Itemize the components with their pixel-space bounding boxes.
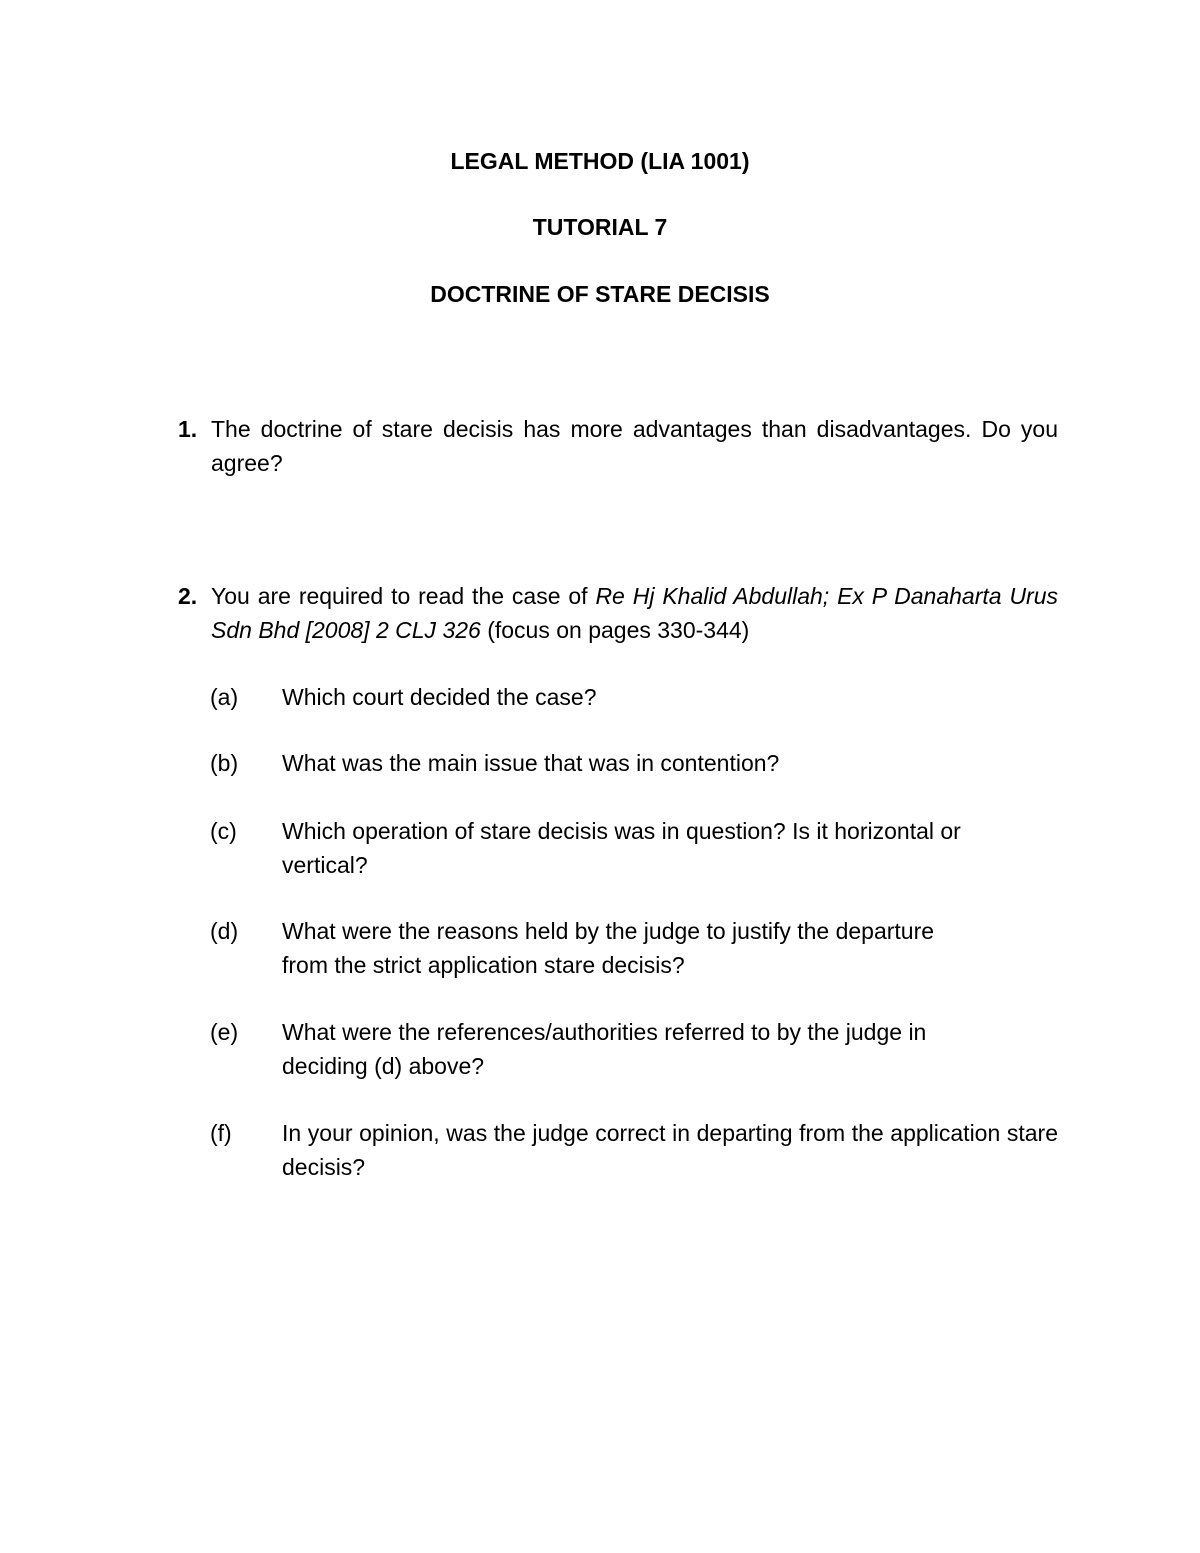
question-text-before: You are required to read the case of <box>211 583 596 609</box>
subquestion-label: (f) <box>210 1120 232 1146</box>
subquestion-label: (d) <box>210 918 239 944</box>
question-2 <box>178 579 1058 647</box>
tutorial-title: TUTORIAL 7 <box>532 214 668 240</box>
subquestion-label: (a) <box>210 684 239 710</box>
question-number: 2. <box>178 583 198 609</box>
subquestion-d <box>210 914 970 982</box>
subquestion-text: What was the main issue that was in contention? <box>282 750 780 776</box>
subquestion-label: (b) <box>210 750 239 776</box>
subquestion-text: What were the reasons held by the judge to justify the departure from the strict application stare decisis? <box>282 918 935 978</box>
course-title: LEGAL METHOD (LIA 1001) <box>450 148 750 174</box>
question-text <box>211 579 1058 647</box>
subquestion-c <box>210 814 970 882</box>
case-citation: Re Hj Khalid Abdullah; Ex P Danaharta Urus Sdn Bhd [2008] 2 CLJ 326 <box>211 583 1059 643</box>
subquestion-e <box>210 1015 970 1083</box>
subquestion-label: (e) <box>210 1019 239 1045</box>
question-text: The doctrine of stare decisis has more advantages than disadvantages. Do you agree? <box>211 416 1058 476</box>
subquestion-label: (c) <box>210 818 237 844</box>
subquestion-text: In your opinion, was the judge correct in departing from the application stare decisis? <box>282 1120 1058 1180</box>
question-number: 1. <box>178 416 198 442</box>
subquestion-f <box>210 1116 1058 1184</box>
subquestion-text: What were the references/authorities referred to by the judge in deciding (d) above? <box>282 1019 927 1079</box>
subquestion-text: Which operation of stare decisis was in question? Is it horizontal or vertical? <box>282 818 961 878</box>
subquestion-text: Which court decided the case? <box>282 684 597 710</box>
subquestion-a <box>210 680 1058 714</box>
question-1 <box>178 412 1058 480</box>
question-text-after: (focus on pages 330-344) <box>480 617 750 643</box>
topic-title: DOCTRINE OF STARE DECISIS <box>430 281 770 307</box>
subquestion-b <box>210 746 1058 780</box>
